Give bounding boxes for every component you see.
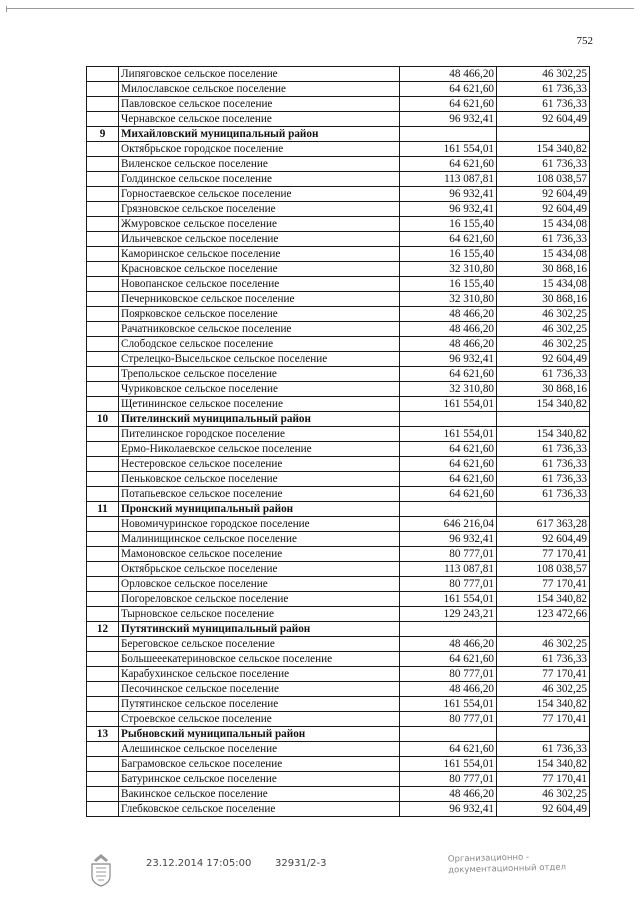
settlement-name: Липяговское сельское поселение	[119, 67, 400, 82]
row-number	[87, 562, 119, 577]
row-number	[87, 292, 119, 307]
amount-col-2: 154 340,82	[497, 427, 590, 442]
amount-col-1: 64 621,60	[400, 232, 497, 247]
row-number	[87, 517, 119, 532]
settlement-name: Большееекатериновское сельское поселение	[119, 652, 400, 667]
settlement-name: Новомичуринское городское поселение	[119, 517, 400, 532]
amount-col-1: 96 932,41	[400, 352, 497, 367]
coat-of-arms-icon	[86, 852, 116, 888]
row-number: 9	[87, 127, 119, 142]
table-row	[87, 757, 590, 772]
amount-col-1: 96 932,41	[400, 202, 497, 217]
row-number	[87, 172, 119, 187]
table-row	[87, 247, 590, 262]
amount-col-1	[400, 622, 497, 637]
row-number	[87, 652, 119, 667]
amount-col-1: 16 155,40	[400, 277, 497, 292]
table-row	[87, 457, 590, 472]
table-row	[87, 592, 590, 607]
amount-col-1: 96 932,41	[400, 802, 497, 817]
row-number	[87, 67, 119, 82]
row-number	[87, 187, 119, 202]
settlement-name: Поярковское сельское поселение	[119, 307, 400, 322]
row-number	[87, 382, 119, 397]
amount-col-1: 161 554,01	[400, 397, 497, 412]
table-row	[87, 802, 590, 817]
row-number	[87, 427, 119, 442]
row-number	[87, 232, 119, 247]
amount-col-2: 77 170,41	[497, 547, 590, 562]
row-number	[87, 367, 119, 382]
settlement-name: Стрелецко-Высельское сельское поселение	[119, 352, 400, 367]
table-row	[87, 697, 590, 712]
amount-col-1: 161 554,01	[400, 592, 497, 607]
row-number	[87, 787, 119, 802]
table-row	[87, 427, 590, 442]
table-row	[87, 547, 590, 562]
amount-col-1: 161 554,01	[400, 427, 497, 442]
table-row	[87, 682, 590, 697]
settlement-name: Слободское сельское поселение	[119, 337, 400, 352]
settlement-name: Чуриковское сельское поселение	[119, 382, 400, 397]
row-number	[87, 82, 119, 97]
table-row	[87, 172, 590, 187]
table-row	[87, 472, 590, 487]
amount-col-2: 46 302,25	[497, 67, 590, 82]
amount-col-1	[400, 127, 497, 142]
amount-col-2: 92 604,49	[497, 112, 590, 127]
amount-col-1: 64 621,60	[400, 652, 497, 667]
amount-col-2	[497, 412, 590, 427]
row-number	[87, 112, 119, 127]
amount-col-2: 61 736,33	[497, 742, 590, 757]
row-number	[87, 217, 119, 232]
table-row	[87, 262, 590, 277]
table-body	[87, 67, 590, 817]
amount-col-1: 80 777,01	[400, 772, 497, 787]
amount-col-1: 64 621,60	[400, 97, 497, 112]
row-number	[87, 442, 119, 457]
settlement-name: Голдинское сельское поселение	[119, 172, 400, 187]
table-row	[87, 97, 590, 112]
settlement-name: Песочинское сельское поселение	[119, 682, 400, 697]
row-number	[87, 682, 119, 697]
amount-col-2: 154 340,82	[497, 142, 590, 157]
amount-col-1: 96 932,41	[400, 532, 497, 547]
table-row	[87, 187, 590, 202]
amount-col-2: 92 604,49	[497, 532, 590, 547]
row-number	[87, 352, 119, 367]
row-number	[87, 667, 119, 682]
settlement-name: Грязновское сельское поселение	[119, 202, 400, 217]
amount-col-2: 61 736,33	[497, 232, 590, 247]
settlement-name: Строевское сельское поселение	[119, 712, 400, 727]
table-row	[87, 562, 590, 577]
amount-col-2	[497, 127, 590, 142]
district-row	[87, 727, 590, 742]
settlement-name: Каморинское сельское поселение	[119, 247, 400, 262]
amount-col-2: 61 736,33	[497, 472, 590, 487]
row-number	[87, 202, 119, 217]
table-row	[87, 202, 590, 217]
row-number	[87, 397, 119, 412]
amount-col-2: 154 340,82	[497, 397, 590, 412]
table-row	[87, 577, 590, 592]
amount-col-1: 48 466,20	[400, 337, 497, 352]
table-row	[87, 487, 590, 502]
amount-col-1: 64 621,60	[400, 472, 497, 487]
table-row	[87, 532, 590, 547]
amount-col-1: 48 466,20	[400, 307, 497, 322]
settlement-name: Жмуровское сельское поселение	[119, 217, 400, 232]
settlement-name: Вакинское сельское поселение	[119, 787, 400, 802]
table-row	[87, 382, 590, 397]
amount-col-2: 92 604,49	[497, 352, 590, 367]
district-row	[87, 412, 590, 427]
amount-col-1: 113 087,81	[400, 562, 497, 577]
settlement-name: Погореловское сельское поселение	[119, 592, 400, 607]
amount-col-2: 30 868,16	[497, 382, 590, 397]
settlement-name: Батуринское сельское поселение	[119, 772, 400, 787]
table-row	[87, 82, 590, 97]
settlement-name: Горностаевское сельское поселение	[119, 187, 400, 202]
row-number	[87, 142, 119, 157]
amount-col-1: 646 216,04	[400, 517, 497, 532]
amount-col-1: 48 466,20	[400, 67, 497, 82]
amount-col-1: 64 621,60	[400, 742, 497, 757]
amount-col-1: 32 310,80	[400, 262, 497, 277]
amount-col-2: 92 604,49	[497, 202, 590, 217]
footer-stamp-line1: Организационно -	[447, 852, 530, 865]
table-row	[87, 67, 590, 82]
amount-col-1: 16 155,40	[400, 217, 497, 232]
amount-col-2: 77 170,41	[497, 577, 590, 592]
district-row	[87, 622, 590, 637]
table-row	[87, 142, 590, 157]
settlement-name: Малинищинское сельское поселение	[119, 532, 400, 547]
amount-col-2: 46 302,25	[497, 637, 590, 652]
allocation-table	[86, 66, 590, 817]
table-row	[87, 322, 590, 337]
table-row	[87, 667, 590, 682]
settlement-name: Пителинский муниципальный район	[119, 412, 400, 427]
row-number	[87, 487, 119, 502]
row-number	[87, 97, 119, 112]
table-row	[87, 637, 590, 652]
amount-col-2: 15 434,08	[497, 217, 590, 232]
amount-col-2: 92 604,49	[497, 802, 590, 817]
footer-stamp-line2: документационный отдел	[448, 862, 567, 876]
table-row	[87, 277, 590, 292]
amount-col-2: 15 434,08	[497, 247, 590, 262]
row-number	[87, 757, 119, 772]
row-number	[87, 457, 119, 472]
amount-col-2: 77 170,41	[497, 772, 590, 787]
amount-col-2: 46 302,25	[497, 787, 590, 802]
row-number	[87, 712, 119, 727]
amount-col-2: 61 736,33	[497, 367, 590, 382]
amount-col-2: 61 736,33	[497, 487, 590, 502]
footer-stamp	[448, 851, 566, 876]
amount-col-1: 80 777,01	[400, 577, 497, 592]
settlement-name: Ильичевское сельское поселение	[119, 232, 400, 247]
amount-col-2: 61 736,33	[497, 457, 590, 472]
settlement-name: Октябрьское городское поселение	[119, 142, 400, 157]
amount-col-2	[497, 622, 590, 637]
settlement-name: Рачатниковское сельское поселение	[119, 322, 400, 337]
amount-col-2: 108 038,57	[497, 172, 590, 187]
amount-col-2: 30 868,16	[497, 292, 590, 307]
amount-col-2: 61 736,33	[497, 82, 590, 97]
settlement-name: Щетининское сельское поселение	[119, 397, 400, 412]
table-row	[87, 157, 590, 172]
table-row	[87, 742, 590, 757]
table-row	[87, 397, 590, 412]
amount-col-1: 96 932,41	[400, 187, 497, 202]
amount-col-2: 46 302,25	[497, 322, 590, 337]
settlement-name: Чернавское сельское поселение	[119, 112, 400, 127]
row-number	[87, 322, 119, 337]
row-number	[87, 742, 119, 757]
settlement-name: Баграмовское сельское поселение	[119, 757, 400, 772]
table-row	[87, 712, 590, 727]
row-number	[87, 802, 119, 817]
amount-col-2: 154 340,82	[497, 757, 590, 772]
scan-edge-tick	[6, 6, 7, 12]
amount-col-1: 32 310,80	[400, 382, 497, 397]
amount-col-1: 64 621,60	[400, 487, 497, 502]
amount-col-1: 48 466,20	[400, 787, 497, 802]
amount-col-2: 154 340,82	[497, 592, 590, 607]
footer-document-code: 32931/2-3	[275, 858, 327, 869]
amount-col-2	[497, 502, 590, 517]
amount-col-1: 16 155,40	[400, 247, 497, 262]
row-number	[87, 547, 119, 562]
settlement-name: Нестеровское сельское поселение	[119, 457, 400, 472]
amount-col-2: 30 868,16	[497, 262, 590, 277]
amount-col-1: 64 621,60	[400, 82, 497, 97]
settlement-name: Печерниковское сельское поселение	[119, 292, 400, 307]
amount-col-2: 46 302,25	[497, 682, 590, 697]
amount-col-2: 46 302,25	[497, 307, 590, 322]
amount-col-1: 96 932,41	[400, 112, 497, 127]
settlement-name: Виленское сельское поселение	[119, 157, 400, 172]
table-row	[87, 232, 590, 247]
settlement-name: Павловское сельское поселение	[119, 97, 400, 112]
amount-col-2: 46 302,25	[497, 337, 590, 352]
amount-col-1: 80 777,01	[400, 667, 497, 682]
page-number: 752	[576, 35, 593, 47]
table-row	[87, 772, 590, 787]
row-number	[87, 697, 119, 712]
amount-col-2: 123 472,66	[497, 607, 590, 622]
settlement-name: Ермо-Николаевское сельское поселение	[119, 442, 400, 457]
row-number	[87, 277, 119, 292]
amount-col-1: 80 777,01	[400, 547, 497, 562]
amount-col-2: 61 736,33	[497, 97, 590, 112]
settlement-name: Пронский муниципальный район	[119, 502, 400, 517]
settlement-name: Алешинское сельское поселение	[119, 742, 400, 757]
settlement-name: Октябрьское сельское поселение	[119, 562, 400, 577]
amount-col-2: 108 038,57	[497, 562, 590, 577]
amount-col-2: 61 736,33	[497, 442, 590, 457]
amount-col-1: 80 777,01	[400, 712, 497, 727]
amount-col-1	[400, 727, 497, 742]
amount-col-2: 61 736,33	[497, 652, 590, 667]
amount-col-1: 48 466,20	[400, 637, 497, 652]
settlement-name: Рыбновский муниципальный район	[119, 727, 400, 742]
amount-col-1: 129 243,21	[400, 607, 497, 622]
amount-col-2: 154 340,82	[497, 697, 590, 712]
amount-col-2: 61 736,33	[497, 157, 590, 172]
row-number	[87, 592, 119, 607]
settlement-name: Трепольское сельское поселение	[119, 367, 400, 382]
table-row	[87, 112, 590, 127]
settlement-name: Мамоновское сельское поселение	[119, 547, 400, 562]
settlement-name: Карабухинское сельское поселение	[119, 667, 400, 682]
row-number: 13	[87, 727, 119, 742]
table-row	[87, 337, 590, 352]
row-number: 12	[87, 622, 119, 637]
amount-col-2: 617 363,28	[497, 517, 590, 532]
amount-col-1	[400, 412, 497, 427]
row-number	[87, 772, 119, 787]
row-number	[87, 307, 119, 322]
settlement-name: Потапьевское сельское поселение	[119, 487, 400, 502]
settlement-name: Орловское сельское поселение	[119, 577, 400, 592]
amount-col-1: 32 310,80	[400, 292, 497, 307]
settlement-name: Красновское сельское поселение	[119, 262, 400, 277]
amount-col-1: 161 554,01	[400, 757, 497, 772]
amount-col-2: 92 604,49	[497, 187, 590, 202]
amount-col-2: 77 170,41	[497, 712, 590, 727]
table-row	[87, 292, 590, 307]
table-row	[87, 517, 590, 532]
settlement-name: Путятинский муниципальный район	[119, 622, 400, 637]
amount-col-1: 161 554,01	[400, 697, 497, 712]
settlement-name: Пеньковское сельское поселение	[119, 472, 400, 487]
row-number	[87, 157, 119, 172]
table-row	[87, 367, 590, 382]
amount-col-1: 48 466,20	[400, 682, 497, 697]
amount-col-2: 77 170,41	[497, 667, 590, 682]
row-number	[87, 472, 119, 487]
amount-col-1: 64 621,60	[400, 457, 497, 472]
settlement-name: Михайловский муниципальный район	[119, 127, 400, 142]
amount-col-1	[400, 502, 497, 517]
amount-col-1: 161 554,01	[400, 142, 497, 157]
settlement-name: Глебковское сельское поселение	[119, 802, 400, 817]
scan-edge-line	[6, 8, 634, 9]
row-number	[87, 577, 119, 592]
row-number: 11	[87, 502, 119, 517]
table-row	[87, 787, 590, 802]
table-row	[87, 352, 590, 367]
settlement-name: Милославское сельское поселение	[119, 82, 400, 97]
district-row	[87, 127, 590, 142]
row-number	[87, 247, 119, 262]
row-number	[87, 532, 119, 547]
table-row	[87, 217, 590, 232]
settlement-name: Путятинское сельское поселение	[119, 697, 400, 712]
row-number	[87, 607, 119, 622]
table-row	[87, 607, 590, 622]
row-number	[87, 337, 119, 352]
table-row	[87, 442, 590, 457]
amount-col-1: 48 466,20	[400, 322, 497, 337]
table-row	[87, 307, 590, 322]
district-row	[87, 502, 590, 517]
table-row	[87, 652, 590, 667]
amount-col-1: 64 621,60	[400, 367, 497, 382]
settlement-name: Новопанское сельское поселение	[119, 277, 400, 292]
row-number	[87, 637, 119, 652]
settlement-name: Береговское сельское поселение	[119, 637, 400, 652]
row-number	[87, 262, 119, 277]
settlement-name: Тырновское сельское поселение	[119, 607, 400, 622]
amount-col-2: 15 434,08	[497, 277, 590, 292]
amount-col-1: 113 087,81	[400, 172, 497, 187]
amount-col-1: 64 621,60	[400, 442, 497, 457]
amount-col-1: 64 621,60	[400, 157, 497, 172]
settlement-name: Пителинское городское поселение	[119, 427, 400, 442]
row-number: 10	[87, 412, 119, 427]
amount-col-2	[497, 727, 590, 742]
footer-date: 23.12.2014 17:05:00	[146, 858, 252, 869]
